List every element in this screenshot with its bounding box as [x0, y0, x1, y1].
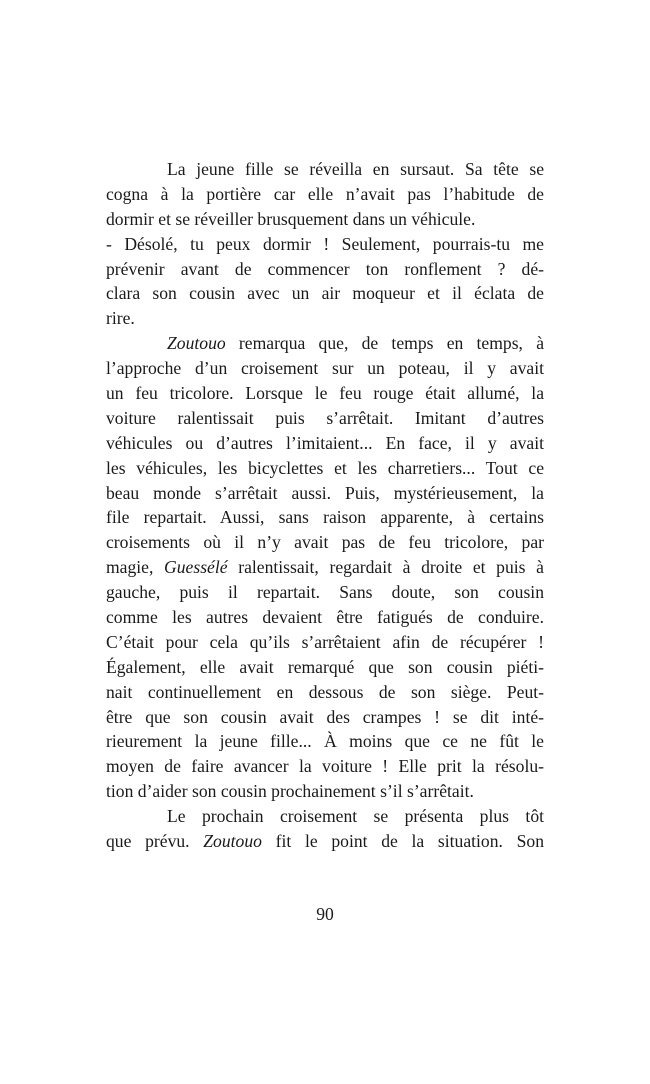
text-line [106, 530, 544, 555]
text-segment: voiture ralentissait puis s’arrêtait. Imitant d’autres [106, 407, 544, 428]
text-segment: que prévu. [106, 831, 204, 852]
text-segment: l’approche d’un croisement sur un poteau, il y avait [106, 358, 544, 379]
italic-name: Zoutouo [203, 831, 262, 852]
text-line [106, 680, 544, 705]
text-line [106, 356, 544, 381]
text-segment: Le prochain croisement se présenta plus tôt [167, 806, 544, 827]
italic-name: Zoutouo [167, 333, 226, 354]
text-line [106, 232, 544, 257]
text-segment: un feu tricolore. Lorsque le feu rouge était allumé, la [106, 383, 544, 404]
text-line [106, 580, 544, 605]
text-segment: magie, [106, 557, 165, 578]
text-line [106, 655, 544, 680]
text-line [106, 829, 544, 854]
text-segment: être que son cousin avait des crampes ! se dit inté- [106, 706, 544, 727]
text-segment: rieurement la jeune fille... À moins que ce ne fût le [106, 731, 544, 752]
text-line [106, 331, 544, 356]
text-segment: tion d’aider son cousin prochainement s’il s’arrêtait. [106, 781, 474, 802]
text-line [106, 630, 544, 655]
text-line [106, 505, 544, 530]
text-segment: C’était pour cela qu’ils s’arrêtaient afin de récupérer ! [106, 631, 544, 652]
text-line [106, 381, 544, 406]
text-segment: fit le point de la situation. Son [261, 831, 544, 852]
text-line [106, 207, 544, 232]
text-segment: cogna à la portière car elle n’avait pas l’habitude de [106, 183, 544, 204]
text-segment: dormir et se réveiller brusquement dans un véhicule. [106, 208, 476, 229]
text-line [106, 157, 544, 182]
page-number: 90 [316, 904, 334, 924]
text-line [106, 257, 544, 282]
text-line [106, 406, 544, 431]
body-text [106, 157, 544, 854]
text-line [106, 306, 544, 331]
text-line [106, 182, 544, 207]
text-line [106, 456, 544, 481]
text-segment: comme les autres devaient être fatigués de conduire. [106, 607, 544, 628]
text-line [106, 779, 544, 804]
text-line [106, 555, 544, 580]
text-line [106, 431, 544, 456]
text-segment: nait continuellement en dessous de son siège. Peut- [106, 681, 544, 702]
text-line [106, 804, 544, 829]
text-line [106, 754, 544, 779]
text-segment: remarqua que, de temps en temps, à [225, 333, 544, 354]
italic-name: Guessélé [164, 557, 228, 578]
text-segment: - Désolé, tu peux dormir ! Seulement, pourrais-tu me [106, 233, 544, 254]
text-segment: ralentissait, regardait à droite et puis à [227, 557, 544, 578]
text-segment: gauche, puis il repartait. Sans doute, son cousin [106, 582, 544, 603]
text-segment: moyen de faire avancer la voiture ! Elle prit la résolu- [106, 756, 544, 777]
text-line [106, 605, 544, 630]
text-line [106, 281, 544, 306]
text-segment: rire. [106, 308, 135, 329]
text-line [106, 705, 544, 730]
text-segment: beau monde s’arrêtait aussi. Puis, mystérieusement, la [106, 482, 544, 503]
text-segment: croisements où il n’y avait pas de feu tricolore, par [106, 532, 544, 553]
text-segment: clara son cousin avec un air moqueur et il éclata de [106, 283, 544, 304]
text-line [106, 729, 544, 754]
text-line [106, 481, 544, 506]
text-segment: La jeune fille se réveilla en sursaut. Sa tête se [167, 159, 544, 179]
text-segment: les véhicules, les bicyclettes et les charretiers... Tout ce [106, 457, 544, 478]
text-segment: véhicules ou d’autres l’imitaient... En face, il y avait [106, 432, 544, 453]
text-segment: Également, elle avait remarqué que son cousin piéti- [106, 656, 544, 677]
text-segment: file repartait. Aussi, sans raison apparente, à certains [106, 507, 544, 528]
text-segment: prévenir avant de commencer ton ronflement ? dé- [106, 258, 544, 279]
